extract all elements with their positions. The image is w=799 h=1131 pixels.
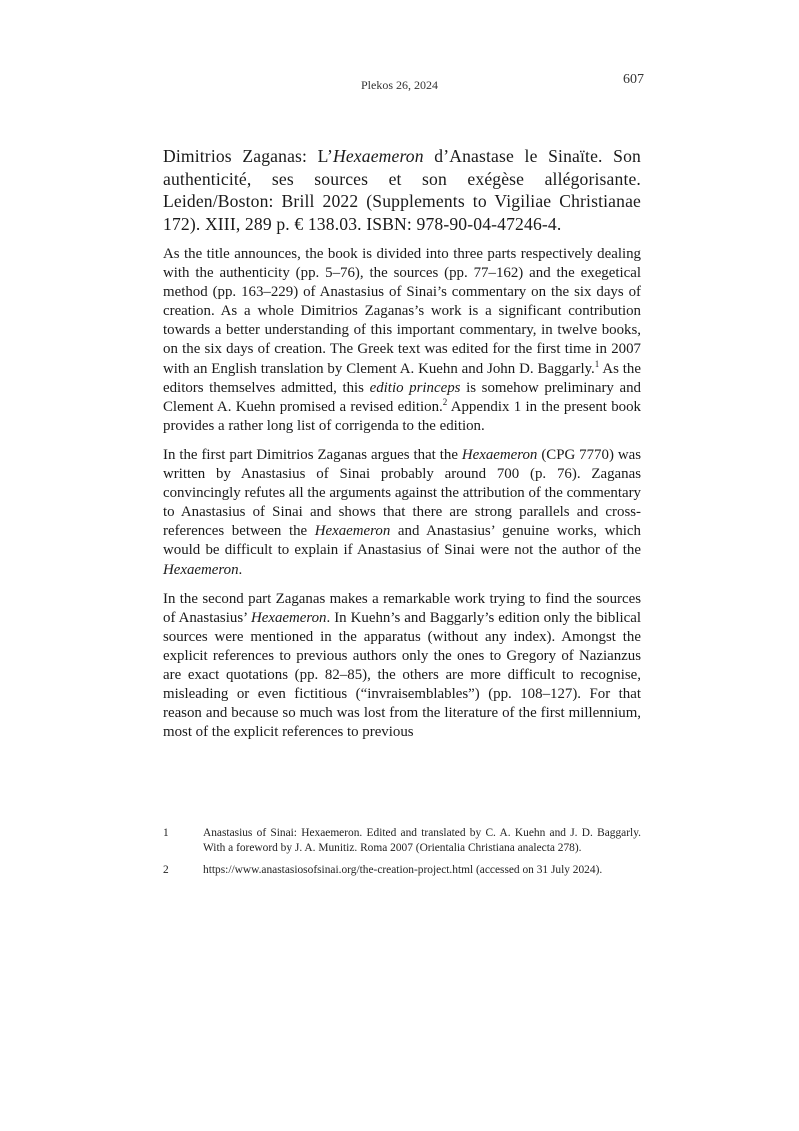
paragraph-2-text-b: (CPG 7770) was written by Anastasius of Sinai probably around 700 (p. 76). Zaganas convincingly refutes all the arguments against the attribution of the commentary to Anastasius of Sinai and shows that there are strong parallels and cross-references between the — [163, 446, 641, 540]
paragraph-2-italic-c: Hexaemeron — [163, 561, 239, 578]
paragraph-2-text-a: In the first part Dimitrios Zaganas argues that the — [163, 446, 462, 463]
paragraph-3-italic-a: Hexaemeron — [250, 609, 327, 626]
journal-citation: Plekos 26, 2024 — [360, 78, 438, 92]
review-body — [163, 245, 641, 752]
paragraph-3-text-b: . In Kuehn’s and Baggarly’s edition only the biblical sources were mentioned in the apparatus (without any index). Amongst the explicit references to previous authors only the ones to Gregory of Nazianzus are exact quotations (pp. 82–85), the others are more difficult to recognise, misleading or even fictitious (“invraisemblables”) (pp. 108–127). For that reason and because so much was lost from the literature of the first millennium, most of the explicit references to previous — [163, 609, 641, 741]
footnote-text: Anastasius of Sinai: Hexaemeron. Edited and translated by C. A. Kuehn and J. D. Baggarly. With a foreword by J. A. Munitiz. Roma 2007 (Orientalia Christiana analecta 278). — [203, 827, 641, 855]
paragraph-1-text-a: As the title announces, the book is divided into three parts respectively dealing with the authenticity (pp. 5–76), the sources (pp. 77–162) and the exegetical method (pp. 163–229) of Anastasius of Sinai’s commentary on the six days of creation. As a whole Dimitrios Zaganas’s work is a significant contribution towards a better understanding of this important commentary, in twelve books, on the six days of creation. The Greek text was edited for the first time in 2007 with an English translation by Clement A. Kuehn and John D. Baggarly. — [163, 246, 641, 377]
paragraph-2-text-c: and Anastasius’ genuine works, which would be difficult to explain if Anastasius of Sinai were not the author of the — [163, 523, 641, 559]
title-author-text: Dimitrios Zaganas: L’ — [163, 146, 333, 166]
paragraph-1-text-b: As the editors themselves admitted, this — [163, 360, 641, 396]
paragraph-2-text-d: . — [238, 561, 243, 578]
footnote-number: 1 — [163, 827, 169, 839]
paragraph-3-text-a: In the second part Zaganas makes a remarkable work trying to find the sources of Anastasius’ — [163, 590, 641, 626]
paragraph-2-italic-a: Hexaemeron — [461, 446, 538, 463]
footnote-1 — [163, 826, 641, 856]
paragraph-1 — [163, 245, 641, 436]
footnote-ref-2[interactable]: 2 — [442, 396, 448, 407]
paragraph-1-italic-editio: editio princeps — [369, 379, 461, 396]
title-book-italic: Hexaemeron — [332, 146, 424, 166]
page-number: 607 — [623, 72, 644, 87]
footnote-ref-1[interactable]: 1 — [594, 358, 600, 369]
paragraph-1-text-c: is somehow preliminary and Clement A. Kuehn promised a revised edition. — [163, 379, 641, 415]
title-publication-details: d’Anastase le Sinaïte. Son authenticité, ses sources et son exégèse allégorisante. Leiden/Boston: Brill 2022 (Supplements to Vigiliae Christianae 172). XIII, 289 p. € 138.03. ISBN: 978-90-04-47246-4. — [163, 146, 641, 234]
footnotes — [163, 826, 641, 886]
paragraph-1-text-d: Appendix 1 in the present book provides a rather long list of corrigenda to the edition. — [163, 398, 641, 434]
footnote-number: 2 — [163, 864, 169, 877]
footnote-2 — [163, 863, 641, 878]
paragraph-2-italic-b: Hexaemeron — [314, 523, 391, 540]
paragraph-2 — [163, 446, 641, 580]
running-header — [0, 72, 799, 92]
paragraph-3 — [163, 590, 641, 743]
review-title — [163, 145, 641, 235]
footnote-link-text[interactable]: https://www.anastasiosofsinai.org/the-creation-project.html (accessed on 31 July 2024). — [203, 864, 603, 877]
